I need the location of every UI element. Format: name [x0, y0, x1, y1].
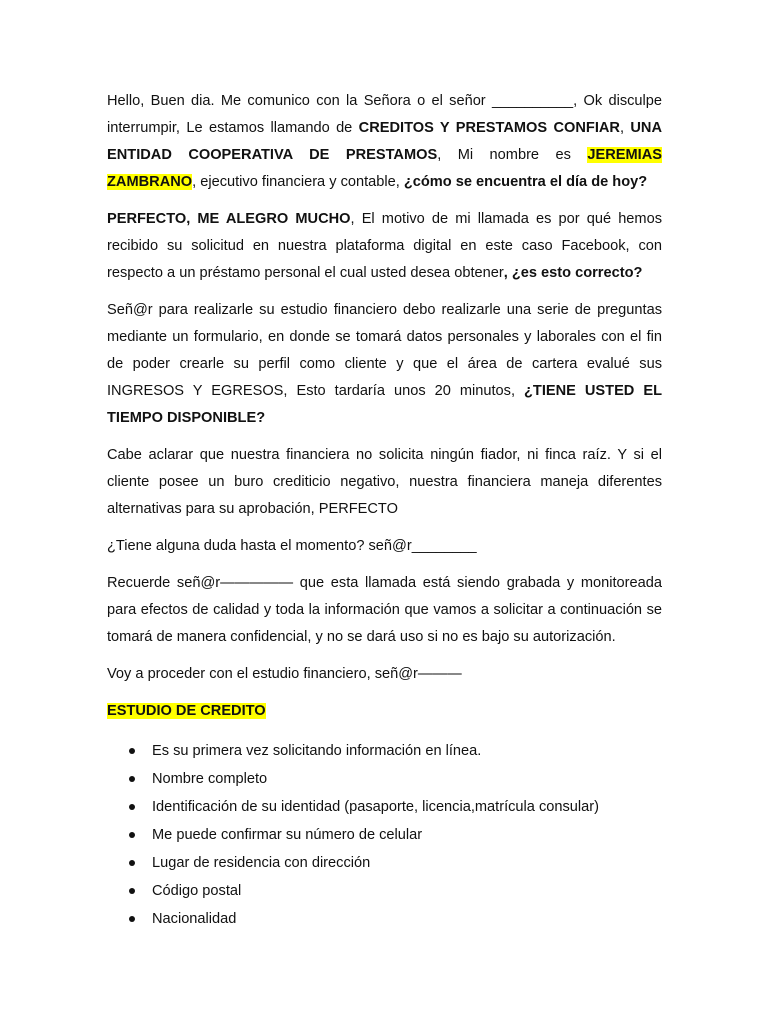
- agent-name-highlight: JEREMIAS ZAMBRANO: [107, 147, 662, 190]
- list-item-text: Me puede confirmar su número de celular: [152, 827, 423, 843]
- list-item-text: Nacionalidad: [152, 911, 237, 927]
- paragraph-reason: [107, 206, 662, 287]
- greeting-question: ¿cómo se encuentra el día de hoy?: [403, 174, 648, 190]
- list-item: [107, 737, 662, 765]
- list-item: [107, 765, 662, 793]
- greeting-text: Hello, Buen dia. Me comunico con la Señora o el señor __________, Ok disculpe interrumpir, Le estamos llamando de: [107, 93, 662, 136]
- paragraph-clarification: Cabe aclarar que nuestra financiera no solicita ningún fiador, ni finca raíz. Y si el cliente posee un buro crediticio negativo, nuestra financiera maneja diferentes alternativas para su aprobación, PERFECTO: [107, 447, 662, 517]
- paragraph-proceed: Voy a proceder con el estudio financiero, señ@r———: [107, 666, 462, 682]
- bullet-dot-icon: [129, 888, 135, 894]
- study-text: Señ@r para realizarle su estudio financiero debo realizarle una serie de preguntas mediante un formulario, en donde se tomará datos personales y laborales con el fin de poder crearle su perfil como cliente y que el área de cartera evalué sus INGRESOS Y EGRESOS, Esto tardaría unos 20 minutos,: [107, 302, 662, 399]
- document-page: [107, 88, 662, 933]
- bullet-dot-icon: [129, 916, 135, 922]
- name-intro-text: , Mi nombre es: [437, 147, 588, 163]
- comma-text: ,: [619, 120, 631, 136]
- list-item: [107, 793, 662, 821]
- list-item-text: Identificación de su identidad (pasaporte, licencia,matrícula consular): [152, 799, 599, 815]
- bullet-dot-icon: [129, 776, 135, 782]
- reply-text: PERFECTO, ME ALEGRO MUCHO: [107, 211, 351, 227]
- paragraph-doubts: ¿Tiene alguna duda hasta el momento? señ@r________: [107, 538, 477, 554]
- bullet-dot-icon: [129, 748, 135, 754]
- question-list: [107, 737, 662, 933]
- list-item: [107, 877, 662, 905]
- paragraph-recording-notice: Recuerde señ@r————— que esta llamada está siendo grabada y monitoreada para efectos de calidad y toda la información que vamos a solicitar a continuación se tomará de manera confidencial, y no se dará uso si no es bajo su autorización.: [107, 575, 662, 645]
- list-item: [107, 905, 662, 933]
- list-item-text: Lugar de residencia con dirección: [152, 855, 371, 871]
- section-heading: [107, 698, 662, 725]
- bullet-dot-icon: [129, 832, 135, 838]
- bullet-dot-icon: [129, 860, 135, 866]
- company-name: CREDITOS Y PRESTAMOS CONFIAR: [358, 120, 620, 136]
- list-item: [107, 849, 662, 877]
- bullet-dot-icon: [129, 804, 135, 810]
- list-item: [107, 821, 662, 849]
- list-item-text: Es su primera vez solicitando información en línea.: [152, 743, 482, 759]
- paragraph-greeting: [107, 88, 662, 196]
- confirm-question: , ¿es esto correcto?: [503, 265, 643, 281]
- heading-highlight: ESTUDIO DE CREDITO: [107, 703, 266, 719]
- paragraph-study: [107, 297, 662, 432]
- reason-text: , El motivo de mi llamada es por qué hemos recibido su solicitud en nuestra plataforma digital en este caso Facebook, con respecto a un préstamo personal el cual usted desea obtener: [107, 211, 662, 281]
- time-question: ¿TIENE USTED EL TIEMPO DISPONIBLE?: [107, 383, 662, 426]
- role-text: , ejecutivo financiera y contable,: [192, 174, 404, 190]
- list-item-text: Código postal: [152, 883, 242, 899]
- list-item-text: Nombre completo: [152, 771, 268, 787]
- company-description: UNA ENTIDAD COOPERATIVA DE PRESTAMOS: [107, 120, 662, 163]
